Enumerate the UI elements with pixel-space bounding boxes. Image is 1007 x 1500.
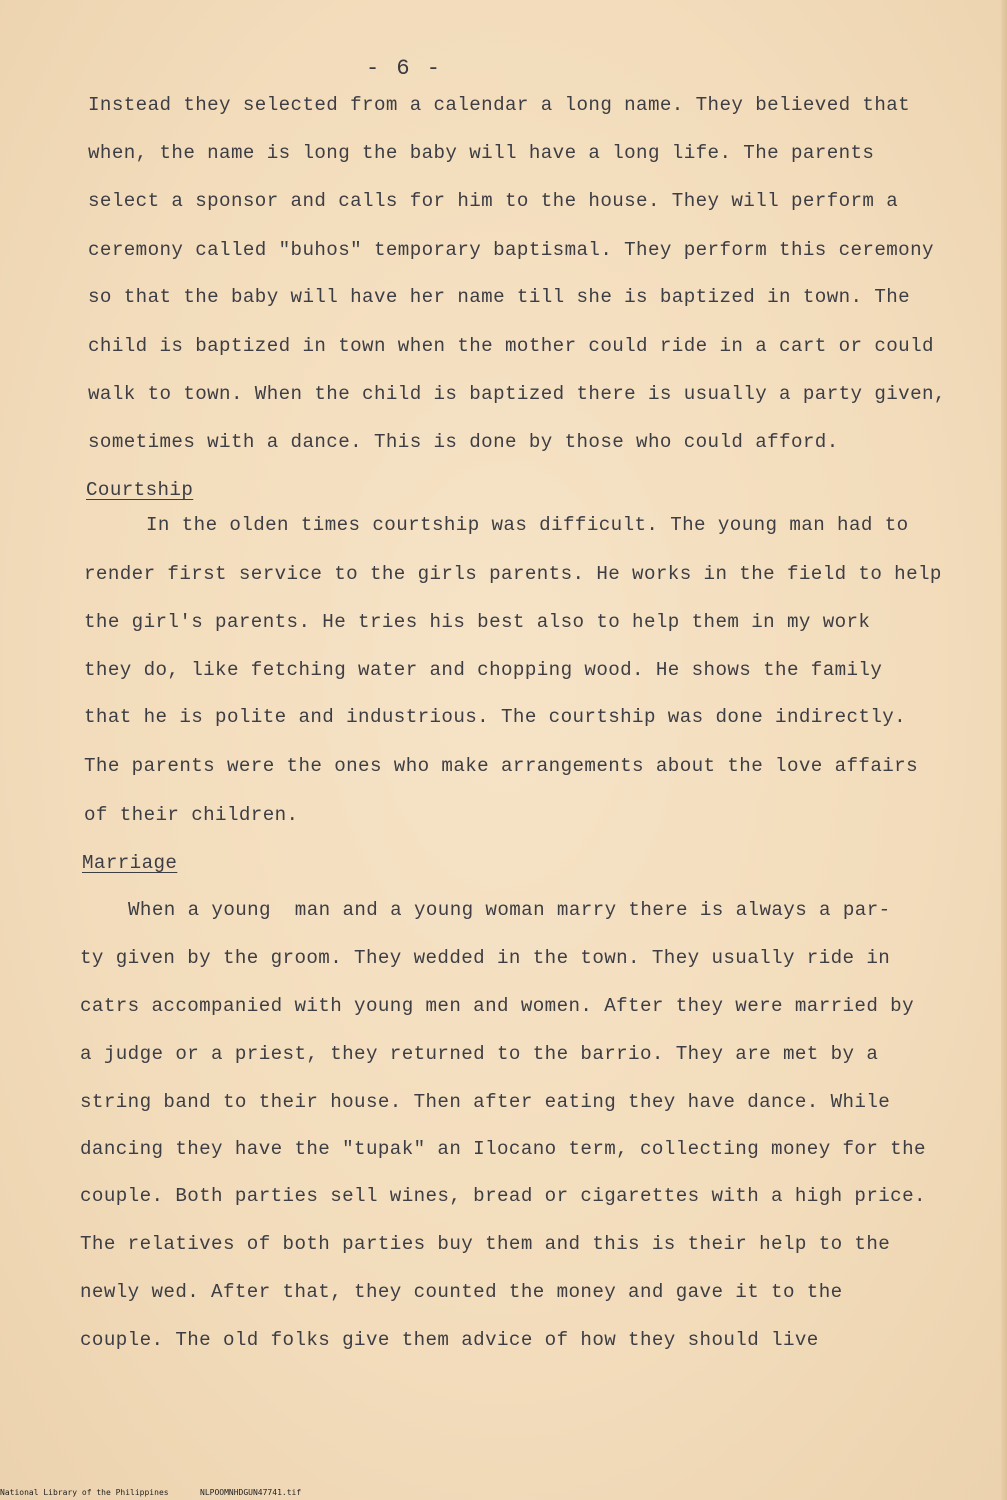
text-line: dancing they have the "tupak" an Ilocano term, collecting money for the	[80, 1138, 926, 1160]
text-line: walk to town. When the child is baptized there is usually a party given,	[88, 383, 946, 405]
text-line: In the olden times courtship was difficult. The young man had to	[146, 514, 909, 536]
paper-edge	[1001, 0, 1007, 1500]
text-line: ty given by the groom. They wedded in the town. They usually ride in	[80, 947, 891, 969]
text-line: couple. The old folks give them advice of how they should live	[80, 1329, 819, 1351]
section-heading-marriage: Marriage	[82, 852, 178, 874]
text-line: newly wed. After that, they counted the money and gave it to the	[80, 1281, 843, 1303]
text-line: a judge or a priest, they returned to the barrio. They are met by a	[80, 1043, 879, 1065]
text-line: sometimes with a dance. This is done by those who could afford.	[88, 431, 839, 453]
text-line: The parents were the ones who make arrangements about the love affairs	[84, 755, 919, 777]
text-line: couple. Both parties sell wines, bread or cigarettes with a high price.	[80, 1185, 926, 1207]
section-heading-courtship: Courtship	[86, 479, 194, 501]
text-line: when, the name is long the baby will have a long life. The parents	[88, 142, 875, 164]
text-line: catrs accompanied with young men and women. After they were married by	[80, 995, 915, 1017]
text-line: they do, like fetching water and chopping wood. He shows the family	[84, 659, 883, 681]
text-line: of their children.	[84, 804, 299, 826]
footer-file-id: NLPOOMNHDGUN47741.tif	[200, 1488, 302, 1497]
text-line: The relatives of both parties buy them and this is their help to the	[80, 1233, 891, 1255]
text-line: ceremony called "buhos" temporary baptismal. They perform this ceremony	[88, 239, 934, 261]
footer-library-name: National Library of the Philippines	[0, 1488, 169, 1497]
text-line: Instead they selected from a calendar a long name. They believed that	[88, 94, 911, 116]
text-line: When a young man and a young woman marry there is always a par-	[128, 899, 891, 921]
page-number: - 6 -	[366, 56, 443, 81]
text-line: the girl's parents. He tries his best also to help them in my work	[84, 611, 871, 633]
text-line: so that the baby will have her name till she is baptized in town. The	[88, 286, 911, 308]
text-line: select a sponsor and calls for him to the house. They will perform a	[88, 190, 899, 212]
text-line: string band to their house. Then after eating they have dance. While	[80, 1091, 891, 1113]
text-line: that he is polite and industrious. The courtship was done indirectly.	[84, 706, 907, 728]
text-line: render first service to the girls parents. He works in the field to help	[84, 563, 942, 585]
text-line: child is baptized in town when the mother could ride in a cart or could	[88, 335, 934, 357]
